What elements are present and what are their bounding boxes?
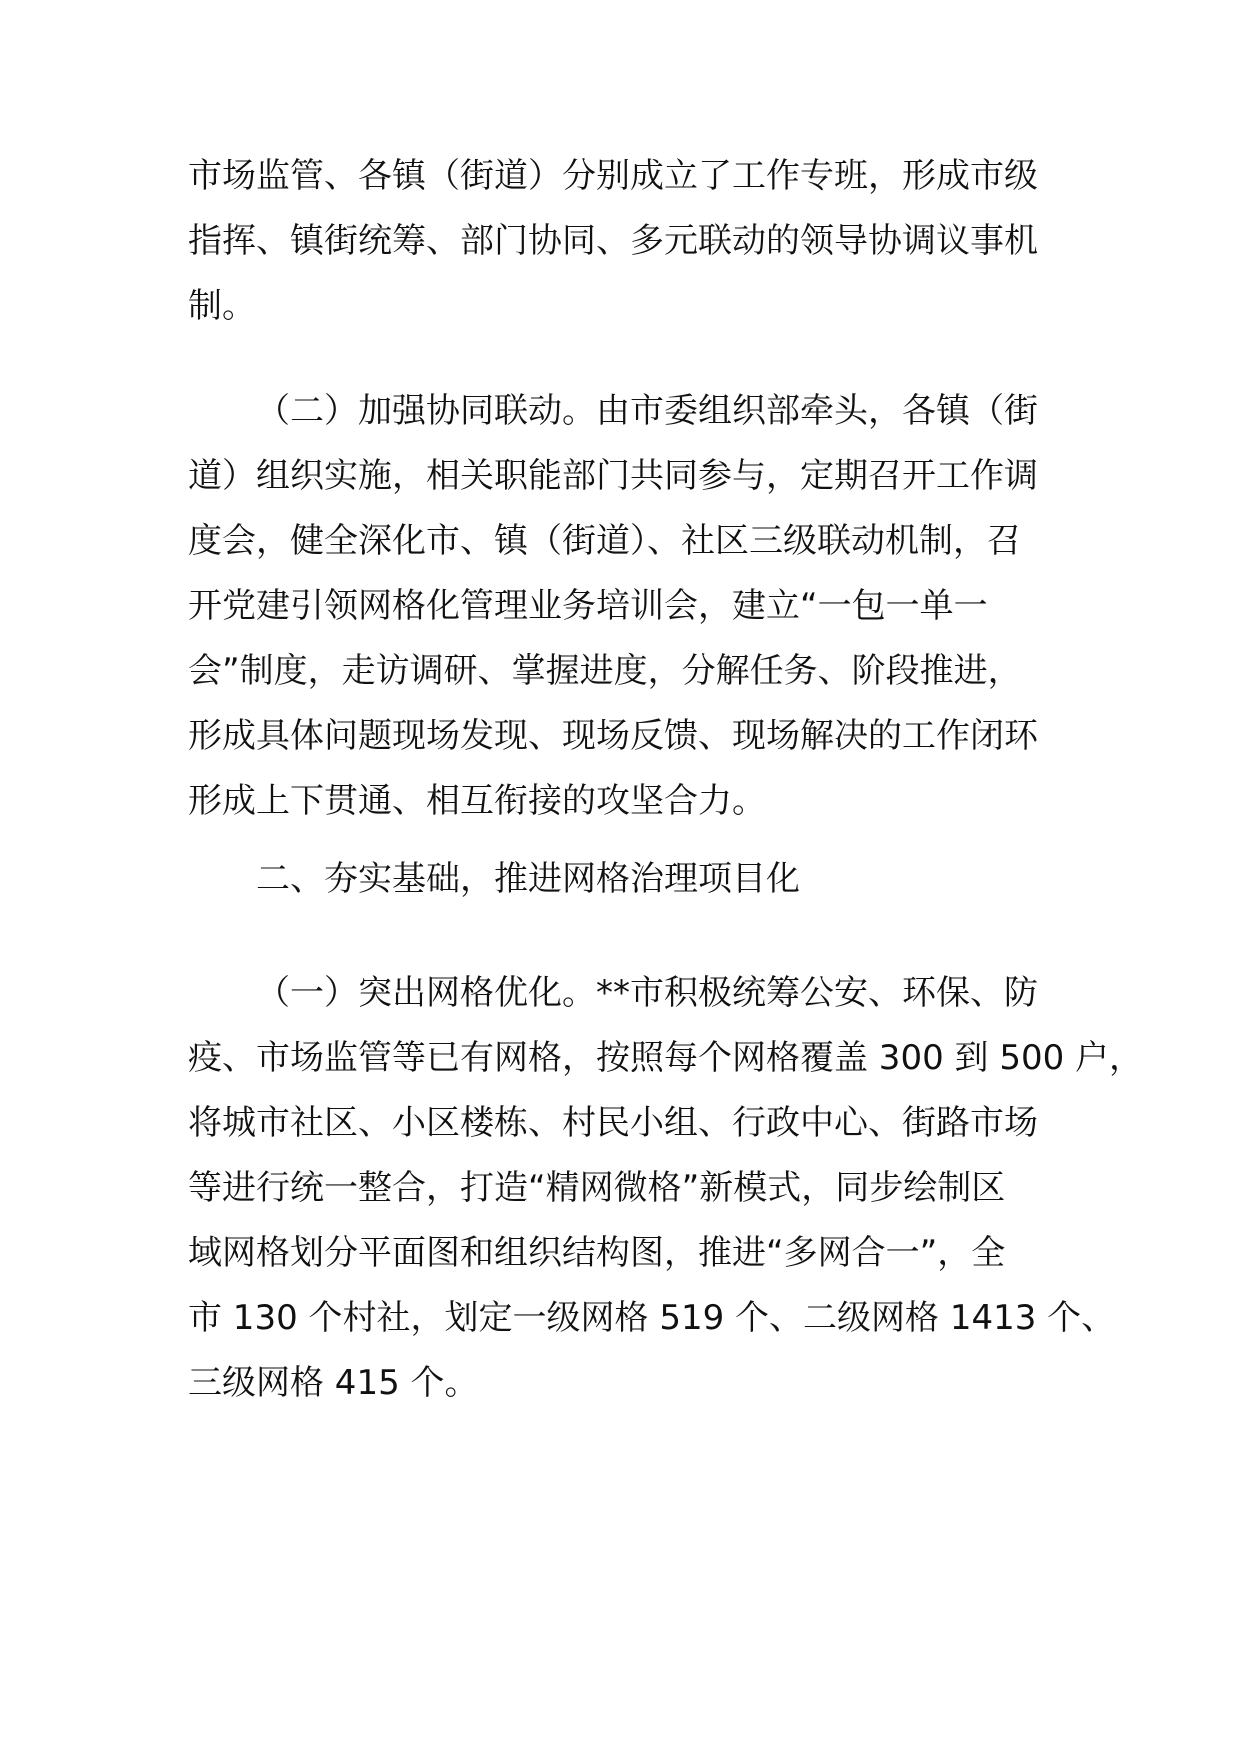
paragraph-line: 开党建引领网格化管理业务培训会，建立“一包一单一 — [188, 586, 988, 626]
paragraph-3 — [188, 961, 1144, 1416]
paragraph-line: 等进行统一整合，打造“精网微格”新模式，同步绘制区 — [188, 1168, 1006, 1208]
paragraph-1 — [188, 144, 1088, 339]
section-heading-text: 二、夯实基础，推进网格治理项目化 — [256, 859, 800, 899]
paragraph-line: 度会，健全深化市、镇（街道）、社区三级联动机制，召 — [188, 521, 1021, 561]
paragraph-line: 三级网格 415 个。 — [188, 1363, 479, 1403]
paragraph-line: 会”制度，走访调研、掌握进度，分解任务、阶段推进， — [188, 651, 1022, 691]
paragraph-line: 形成具体问题现场发现、现场反馈、现场解决的工作闭环 — [188, 716, 1038, 756]
paragraph-line: 将城市社区、小区楼栋、村民小组、行政中心、街路市场 — [188, 1103, 1038, 1143]
paragraph-line: （一）突出网格优化。**市积极统筹公安、环保、防 — [256, 973, 1038, 1013]
paragraph-line: （二）加强协同联动。由市委组织部牵头，各镇（街 — [256, 391, 1038, 431]
paragraph-line: 市场监管、各镇（街道）分别成立了工作专班，形成市级 — [188, 156, 1038, 196]
paragraph-line: 疫、市场监管等已有网格，按照每个网格覆盖 300 到 500 户， — [188, 1038, 1144, 1078]
paragraph-line: 市 130 个村社，划定一级网格 519 个、二级网格 1413 个、 — [188, 1298, 1116, 1338]
paragraph-line: 指挥、镇街统筹、部门协同、多元联动的领导协调议事机 — [188, 221, 1038, 261]
section-heading — [188, 847, 1088, 912]
paragraph-line: 道）组织实施，相关职能部门共同参与，定期召开工作调 — [188, 456, 1038, 496]
paragraph-line: 形成上下贯通、相互衔接的攻坚合力。 — [188, 781, 766, 821]
paragraph-line: 域网格划分平面图和组织结构图，推进“多网合一”，全 — [188, 1233, 1006, 1273]
paragraph-2 — [188, 379, 1088, 834]
paragraph-line: 制。 — [188, 286, 256, 326]
